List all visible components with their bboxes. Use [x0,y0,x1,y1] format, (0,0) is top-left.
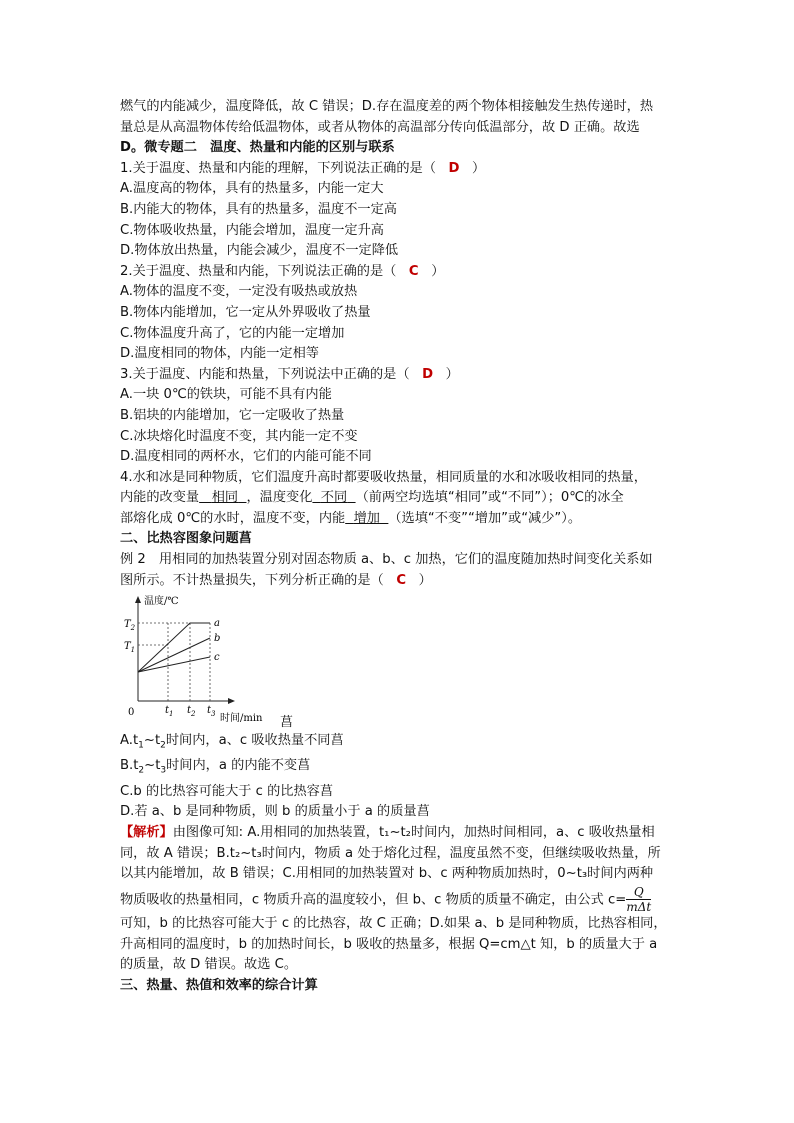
analysis-line: 物质吸收的热量相同，c 物质升高的温度较小，但 b、c 物质的质量不确定，由公式 c= $\frac{Q}{\text{mΔt}}$ [120,884,652,914]
question-1: 1.关于温度、热量和内能的理解，下列说法正确的是（ D ） [120,160,486,176]
question-4: 4.水和冰是同种物质，它们温度升高时都要吸收热量，相同质量的水和冰吸收相同的热量， [120,469,647,485]
series-line-c [138,657,210,672]
option-c: C.b 的比热容可能大于 c 的比热容菖 [120,783,334,799]
figure-caption: 菖 [280,715,294,731]
x-tick-label: $t_3$ [207,705,216,719]
series-label-b: b [214,633,221,645]
section-heading: 二、比热容图象问题菖 [120,531,252,547]
section-heading: 三、热量、热值和效率的综合计算 [120,977,318,993]
example-2: 图所示。不计热量损失，下列分析正确的是（ C ） [120,572,432,588]
blank-answer: 相同 [211,490,239,506]
option-a: A.温度高的物体，具有的热量多，内能一定大 [120,181,384,197]
answer-1: D [448,160,460,176]
option-d: D.物体放出热量，内能会减少，温度不一定降低 [120,243,399,259]
question-2: 2.关于温度、热量和内能，下列说法正确的是（ C ） [120,263,445,279]
analysis-line: 同，故 A 错误；B.t₂~t₃时间内，物质 a 处于熔化过程，温度虽然不变，但继续吸收热量，所 [120,845,661,861]
question-3: 3.关于温度、内能和热量，下列说法中正确的是（ D ） [120,366,459,382]
document-body [120,97,690,997]
analysis-tag: 【解析】 [120,824,173,840]
analysis-line: 可知，b 的比热容可能大于 c 的比热容，故 C 正确；D.如果 a、b 是同种物质，比热容相同， [120,916,667,932]
option-c: C.冰块熔化时温度不变，其内能一定不变 [120,428,358,444]
origin-label: 0 [128,707,135,719]
text-line: 燃气的内能减少，温度降低，故 C 错误；D.存在温度差的两个物体相接触发生热传递时，热 [120,99,654,114]
y-axis-label: 温度/℃ [144,596,179,608]
section-heading: D。微专题二 温度、热量和内能的区别与联系 [120,140,395,156]
question-4-blanks: 内能的改变量 相同 ，温度变化 不同 （前两空均选填“相同”或“不同”）；0℃的冰全 [120,490,624,506]
option-d: D.温度相同的物体，内能一定相等 [120,346,319,362]
y-axis-arrow [135,596,141,603]
option-d: D.温度相同的两杯水，它们的内能可能不同 [120,449,372,465]
chart-svg [120,593,280,728]
x-tick-label: $t_1$ [165,705,174,719]
option-a: A.物体的温度不变，一定没有吸热或放热 [120,284,358,300]
specific-heat-formula: $\frac{Q}{\text{mΔt}}$ [626,884,652,914]
example-2: 例 2 用相同的加热装置分别对固态物质 a、b、c 加热，它们的温度随加热时间变化关系如 [120,552,653,568]
answer-3: D [422,366,434,382]
series-label-a: a [214,618,220,630]
analysis-line: 以其内能增加，故 B 错误；C.用相同的加热装置对 b、c 两种物质加热时，0~t₃时间内两种 [120,866,654,882]
option-d: D.若 a、b 是同种物质，则 b 的质量小于 a 的质量菖 [120,804,430,820]
option-c: C.物体温度升高了，它的内能一定增加 [120,325,345,341]
answer-2: C [408,263,419,279]
text-line: 量总是从高温物体传给低温物体，或者从物体的高温部分传向低温部分，故 D 正确。故选 [120,119,640,135]
option-b: B.铝块的内能增加，它一定吸收了热量 [120,407,345,423]
series-label-c: c [214,652,220,664]
y-tick-label: $T_2$ [124,619,136,633]
option-c: C.物体吸收热量，内能会增加，温度一定升高 [120,222,384,238]
analysis-line: 的质量，故 D 错误。故选 C。 [120,957,297,973]
analysis-line: 升高相同的温度时，b 的加热时间长，b 吸收的热量多，根据 Q=cm△t 知，b 的质量大于 a [120,936,658,952]
temperature-time-chart [120,593,294,731]
question-4-blanks: 部熔化成 0℃的水时，温度不变，内能 增加 （选填“不变”“增加”或“减少”）。 [120,510,582,526]
x-axis-arrow [228,698,235,704]
series-line-b [138,638,210,672]
answer-example-2: C [396,572,407,588]
option-a: $A.t_1\sim t_2$时间内，a、c 吸收热量不同菖 [120,733,344,751]
analysis-line: 【解析】由图像可知: A.用相同的加热装置，t₁~t₂时间内，加热时间相同，a、c 吸收热量相 [120,824,655,840]
x-axis-label: 时间/min [220,713,263,725]
blank-answer: 不同 [320,490,348,506]
option-b: B.物体内能增加，它一定从外界吸收了热量 [120,304,371,320]
blank-answer: 增加 [353,510,380,526]
option-b: $B.t_2\sim t_3$时间内，a 的内能不变菖 [120,758,311,777]
y-tick-label: $T_1$ [124,641,136,655]
x-tick-label: $t_2$ [187,705,196,719]
option-b: B.内能大的物体，具有的热量多，温度不一定高 [120,201,397,217]
option-a: A.一块 0℃的铁块，可能不具有内能 [120,387,332,403]
